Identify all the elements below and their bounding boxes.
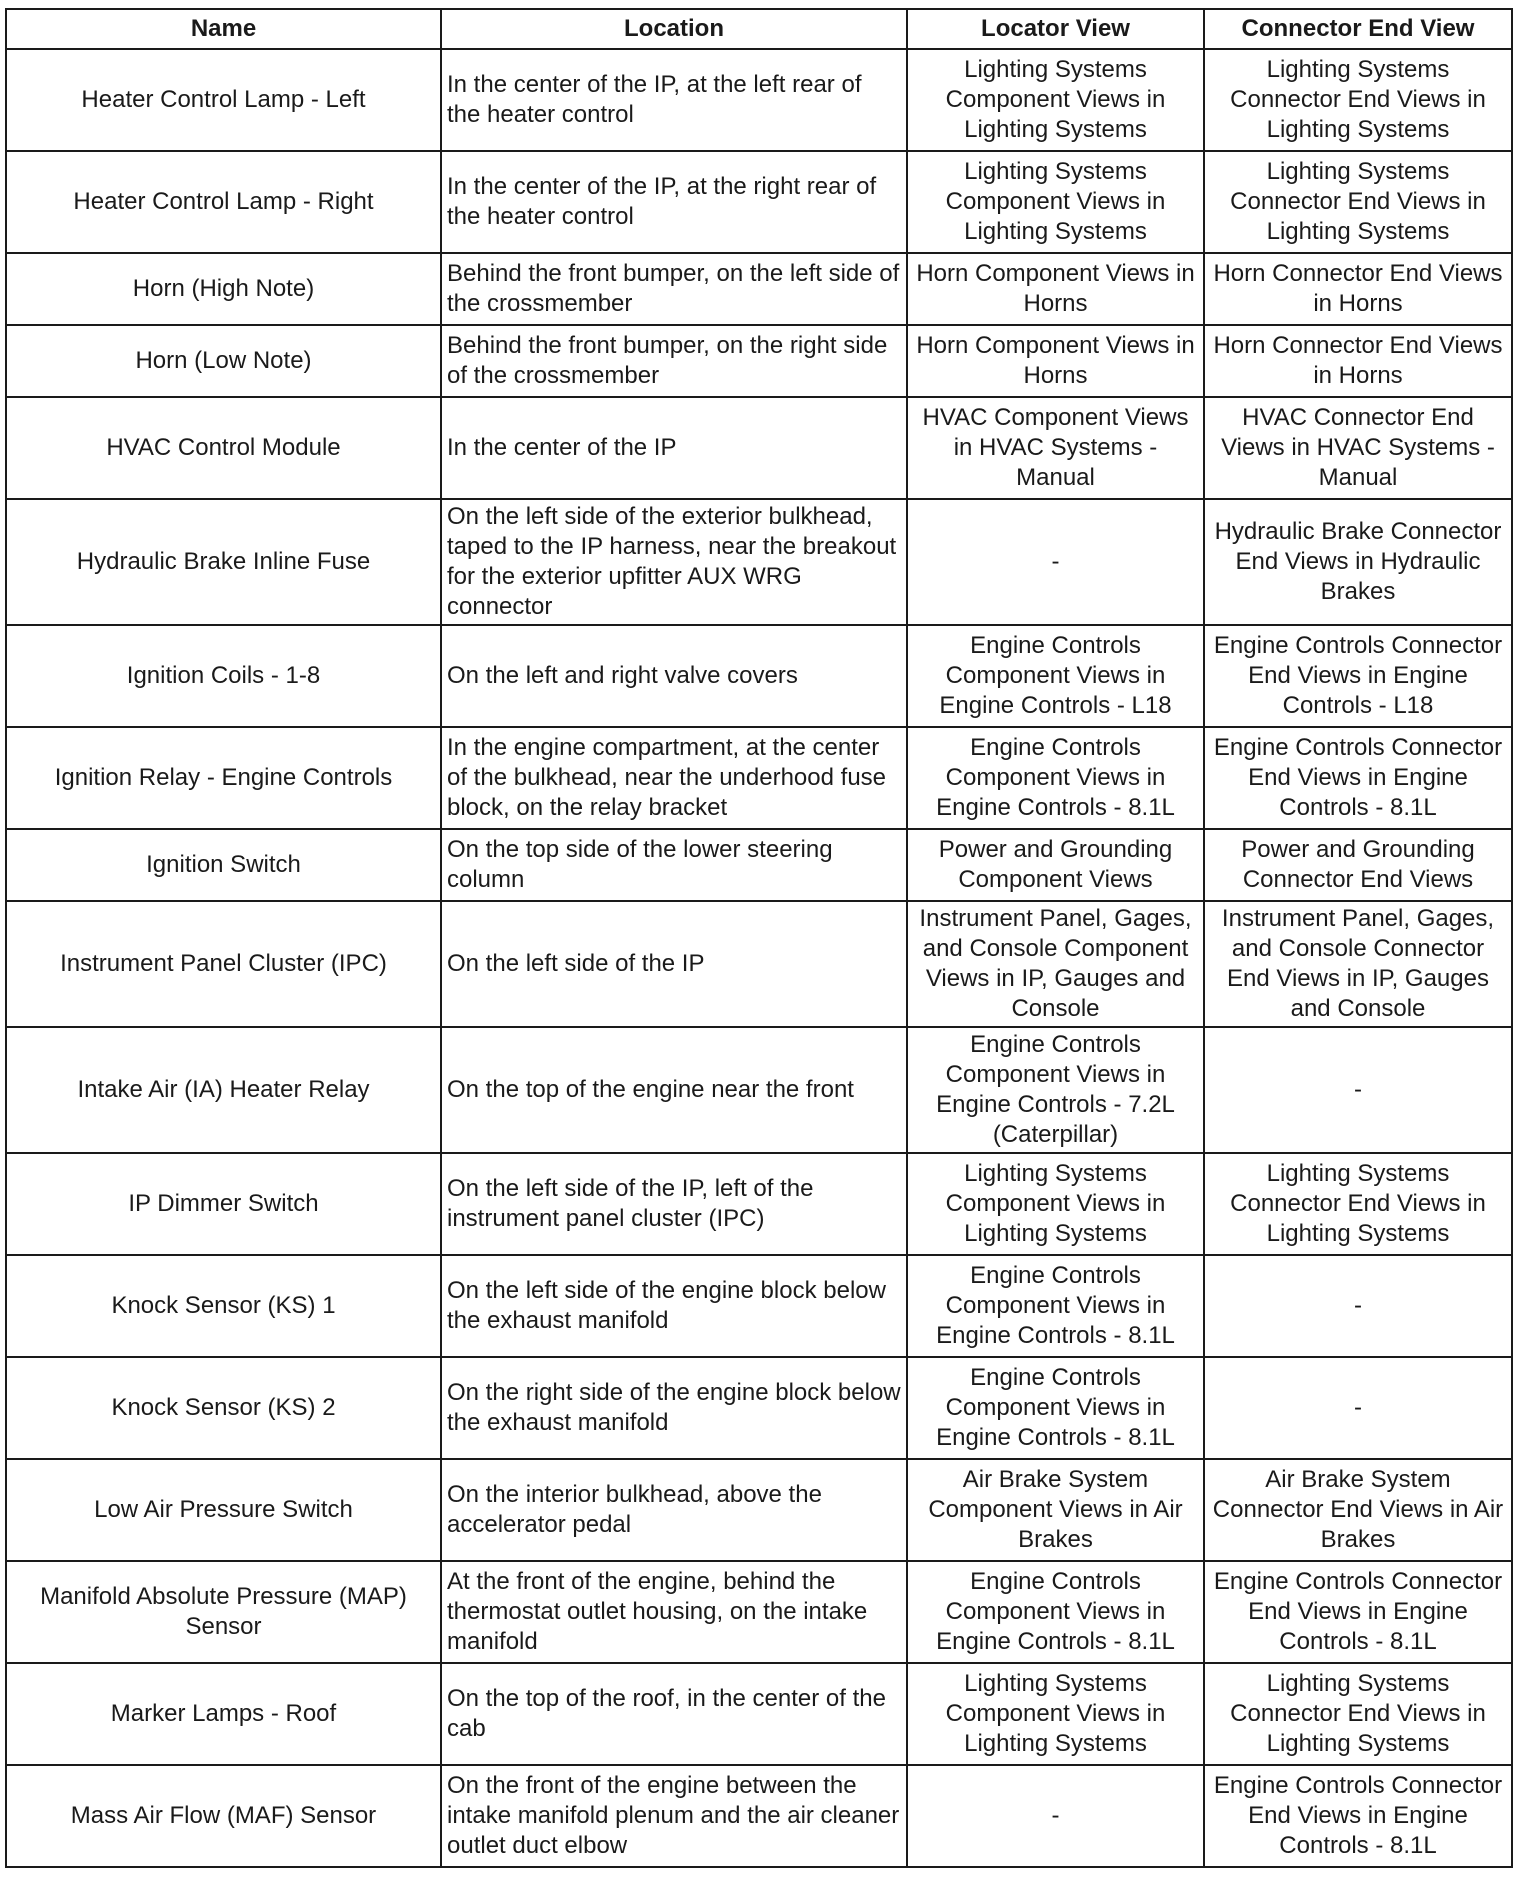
cell-name: Hydraulic Brake Inline Fuse (6, 499, 441, 625)
table-row (6, 325, 1512, 397)
cell-location: On the left and right valve covers (441, 625, 907, 727)
cell-name: Ignition Relay - Engine Controls (6, 727, 441, 829)
cell-name: Horn (High Note) (6, 253, 441, 325)
table-row (6, 1027, 1512, 1153)
cell-location: On the interior bulkhead, above the accelerator pedal (441, 1459, 907, 1561)
cell-location: On the left side of the exterior bulkhead, taped to the IP harness, near the breakout for the exterior upfitter AUX WRG connector (441, 499, 907, 625)
table-row (6, 829, 1512, 901)
cell-location: In the center of the IP, at the right rear of the heater control (441, 151, 907, 253)
table-row (6, 1459, 1512, 1561)
cell-locator-view: Lighting Systems Component Views in Lighting Systems (907, 1663, 1204, 1765)
cell-connector-end-view: Lighting Systems Connector End Views in Lighting Systems (1204, 1663, 1512, 1765)
cell-connector-end-view: Engine Controls Connector End Views in Engine Controls - 8.1L (1204, 1765, 1512, 1867)
component-locator-table (5, 8, 1513, 1868)
cell-locator-view: Lighting Systems Component Views in Lighting Systems (907, 1153, 1204, 1255)
table-row (6, 253, 1512, 325)
cell-locator-view: Lighting Systems Component Views in Lighting Systems (907, 49, 1204, 151)
table-row (6, 1357, 1512, 1459)
table-row (6, 625, 1512, 727)
cell-location: On the top side of the lower steering column (441, 829, 907, 901)
cell-name: Heater Control Lamp - Right (6, 151, 441, 253)
cell-connector-end-view: Horn Connector End Views in Horns (1204, 325, 1512, 397)
cell-connector-end-view: Engine Controls Connector End Views in Engine Controls - L18 (1204, 625, 1512, 727)
cell-name: Manifold Absolute Pressure (MAP) Sensor (6, 1561, 441, 1663)
cell-locator-view: - (907, 1765, 1204, 1867)
table-row (6, 1663, 1512, 1765)
cell-location: On the front of the engine between the intake manifold plenum and the air cleaner outlet duct elbow (441, 1765, 907, 1867)
cell-name: Marker Lamps - Roof (6, 1663, 441, 1765)
cell-locator-view: Engine Controls Component Views in Engine Controls - 8.1L (907, 1357, 1204, 1459)
cell-connector-end-view: Hydraulic Brake Connector End Views in Hydraulic Brakes (1204, 499, 1512, 625)
cell-name: HVAC Control Module (6, 397, 441, 499)
cell-location: On the right side of the engine block below the exhaust manifold (441, 1357, 907, 1459)
cell-connector-end-view: - (1204, 1027, 1512, 1153)
table-row (6, 1561, 1512, 1663)
cell-locator-view: Engine Controls Component Views in Engine Controls - 7.2L (Caterpillar) (907, 1027, 1204, 1153)
header-row (6, 9, 1512, 49)
table-row (6, 901, 1512, 1027)
table-row (6, 499, 1512, 625)
cell-connector-end-view: - (1204, 1255, 1512, 1357)
cell-name: Heater Control Lamp - Left (6, 49, 441, 151)
cell-location: In the center of the IP, at the left rear of the heater control (441, 49, 907, 151)
cell-location: On the left side of the engine block below the exhaust manifold (441, 1255, 907, 1357)
cell-locator-view: Engine Controls Component Views in Engine Controls - 8.1L (907, 1561, 1204, 1663)
cell-name: Mass Air Flow (MAF) Sensor (6, 1765, 441, 1867)
cell-name: IP Dimmer Switch (6, 1153, 441, 1255)
cell-locator-view: Engine Controls Component Views in Engine Controls - 8.1L (907, 727, 1204, 829)
cell-connector-end-view: Instrument Panel, Gages, and Console Connector End Views in IP, Gauges and Console (1204, 901, 1512, 1027)
table-row (6, 151, 1512, 253)
cell-location: Behind the front bumper, on the left side of the crossmember (441, 253, 907, 325)
cell-name: Knock Sensor (KS) 2 (6, 1357, 441, 1459)
table-row (6, 49, 1512, 151)
cell-locator-view: Air Brake System Component Views in Air Brakes (907, 1459, 1204, 1561)
cell-locator-view: HVAC Component Views in HVAC Systems - Manual (907, 397, 1204, 499)
cell-locator-view: Power and Grounding Component Views (907, 829, 1204, 901)
table-row (6, 397, 1512, 499)
cell-location: On the left side of the IP, left of the instrument panel cluster (IPC) (441, 1153, 907, 1255)
cell-connector-end-view: Lighting Systems Connector End Views in Lighting Systems (1204, 1153, 1512, 1255)
cell-location: On the top of the roof, in the center of the cab (441, 1663, 907, 1765)
cell-locator-view: Engine Controls Component Views in Engine Controls - L18 (907, 625, 1204, 727)
cell-location: In the center of the IP (441, 397, 907, 499)
cell-connector-end-view: - (1204, 1357, 1512, 1459)
cell-connector-end-view: HVAC Connector End Views in HVAC Systems - Manual (1204, 397, 1512, 499)
cell-location: Behind the front bumper, on the right side of the crossmember (441, 325, 907, 397)
table-row (6, 1153, 1512, 1255)
cell-location: At the front of the engine, behind the thermostat outlet housing, on the intake manifold (441, 1561, 907, 1663)
table-row (6, 727, 1512, 829)
cell-location: In the engine compartment, at the center of the bulkhead, near the underhood fuse block, on the relay bracket (441, 727, 907, 829)
table-row (6, 1765, 1512, 1867)
cell-locator-view: Engine Controls Component Views in Engine Controls - 8.1L (907, 1255, 1204, 1357)
cell-locator-view: Horn Component Views in Horns (907, 253, 1204, 325)
cell-connector-end-view: Air Brake System Connector End Views in Air Brakes (1204, 1459, 1512, 1561)
cell-locator-view: - (907, 499, 1204, 625)
header-connector-end-view: Connector End View (1204, 9, 1512, 49)
header-location: Location (441, 9, 907, 49)
cell-connector-end-view: Engine Controls Connector End Views in Engine Controls - 8.1L (1204, 1561, 1512, 1663)
cell-locator-view: Lighting Systems Component Views in Lighting Systems (907, 151, 1204, 253)
cell-name: Knock Sensor (KS) 1 (6, 1255, 441, 1357)
table-row (6, 1255, 1512, 1357)
cell-name: Intake Air (IA) Heater Relay (6, 1027, 441, 1153)
cell-connector-end-view: Engine Controls Connector End Views in Engine Controls - 8.1L (1204, 727, 1512, 829)
table-body (6, 49, 1512, 1867)
cell-locator-view: Instrument Panel, Gages, and Console Component Views in IP, Gauges and Console (907, 901, 1204, 1027)
cell-connector-end-view: Power and Grounding Connector End Views (1204, 829, 1512, 901)
cell-location: On the left side of the IP (441, 901, 907, 1027)
cell-name: Low Air Pressure Switch (6, 1459, 441, 1561)
cell-connector-end-view: Lighting Systems Connector End Views in Lighting Systems (1204, 151, 1512, 253)
cell-name: Ignition Coils - 1-8 (6, 625, 441, 727)
cell-name: Instrument Panel Cluster (IPC) (6, 901, 441, 1027)
cell-connector-end-view: Lighting Systems Connector End Views in Lighting Systems (1204, 49, 1512, 151)
cell-name: Ignition Switch (6, 829, 441, 901)
header-name: Name (6, 9, 441, 49)
header-locator-view: Locator View (907, 9, 1204, 49)
cell-locator-view: Horn Component Views in Horns (907, 325, 1204, 397)
cell-connector-end-view: Horn Connector End Views in Horns (1204, 253, 1512, 325)
cell-name: Horn (Low Note) (6, 325, 441, 397)
cell-location: On the top of the engine near the front (441, 1027, 907, 1153)
